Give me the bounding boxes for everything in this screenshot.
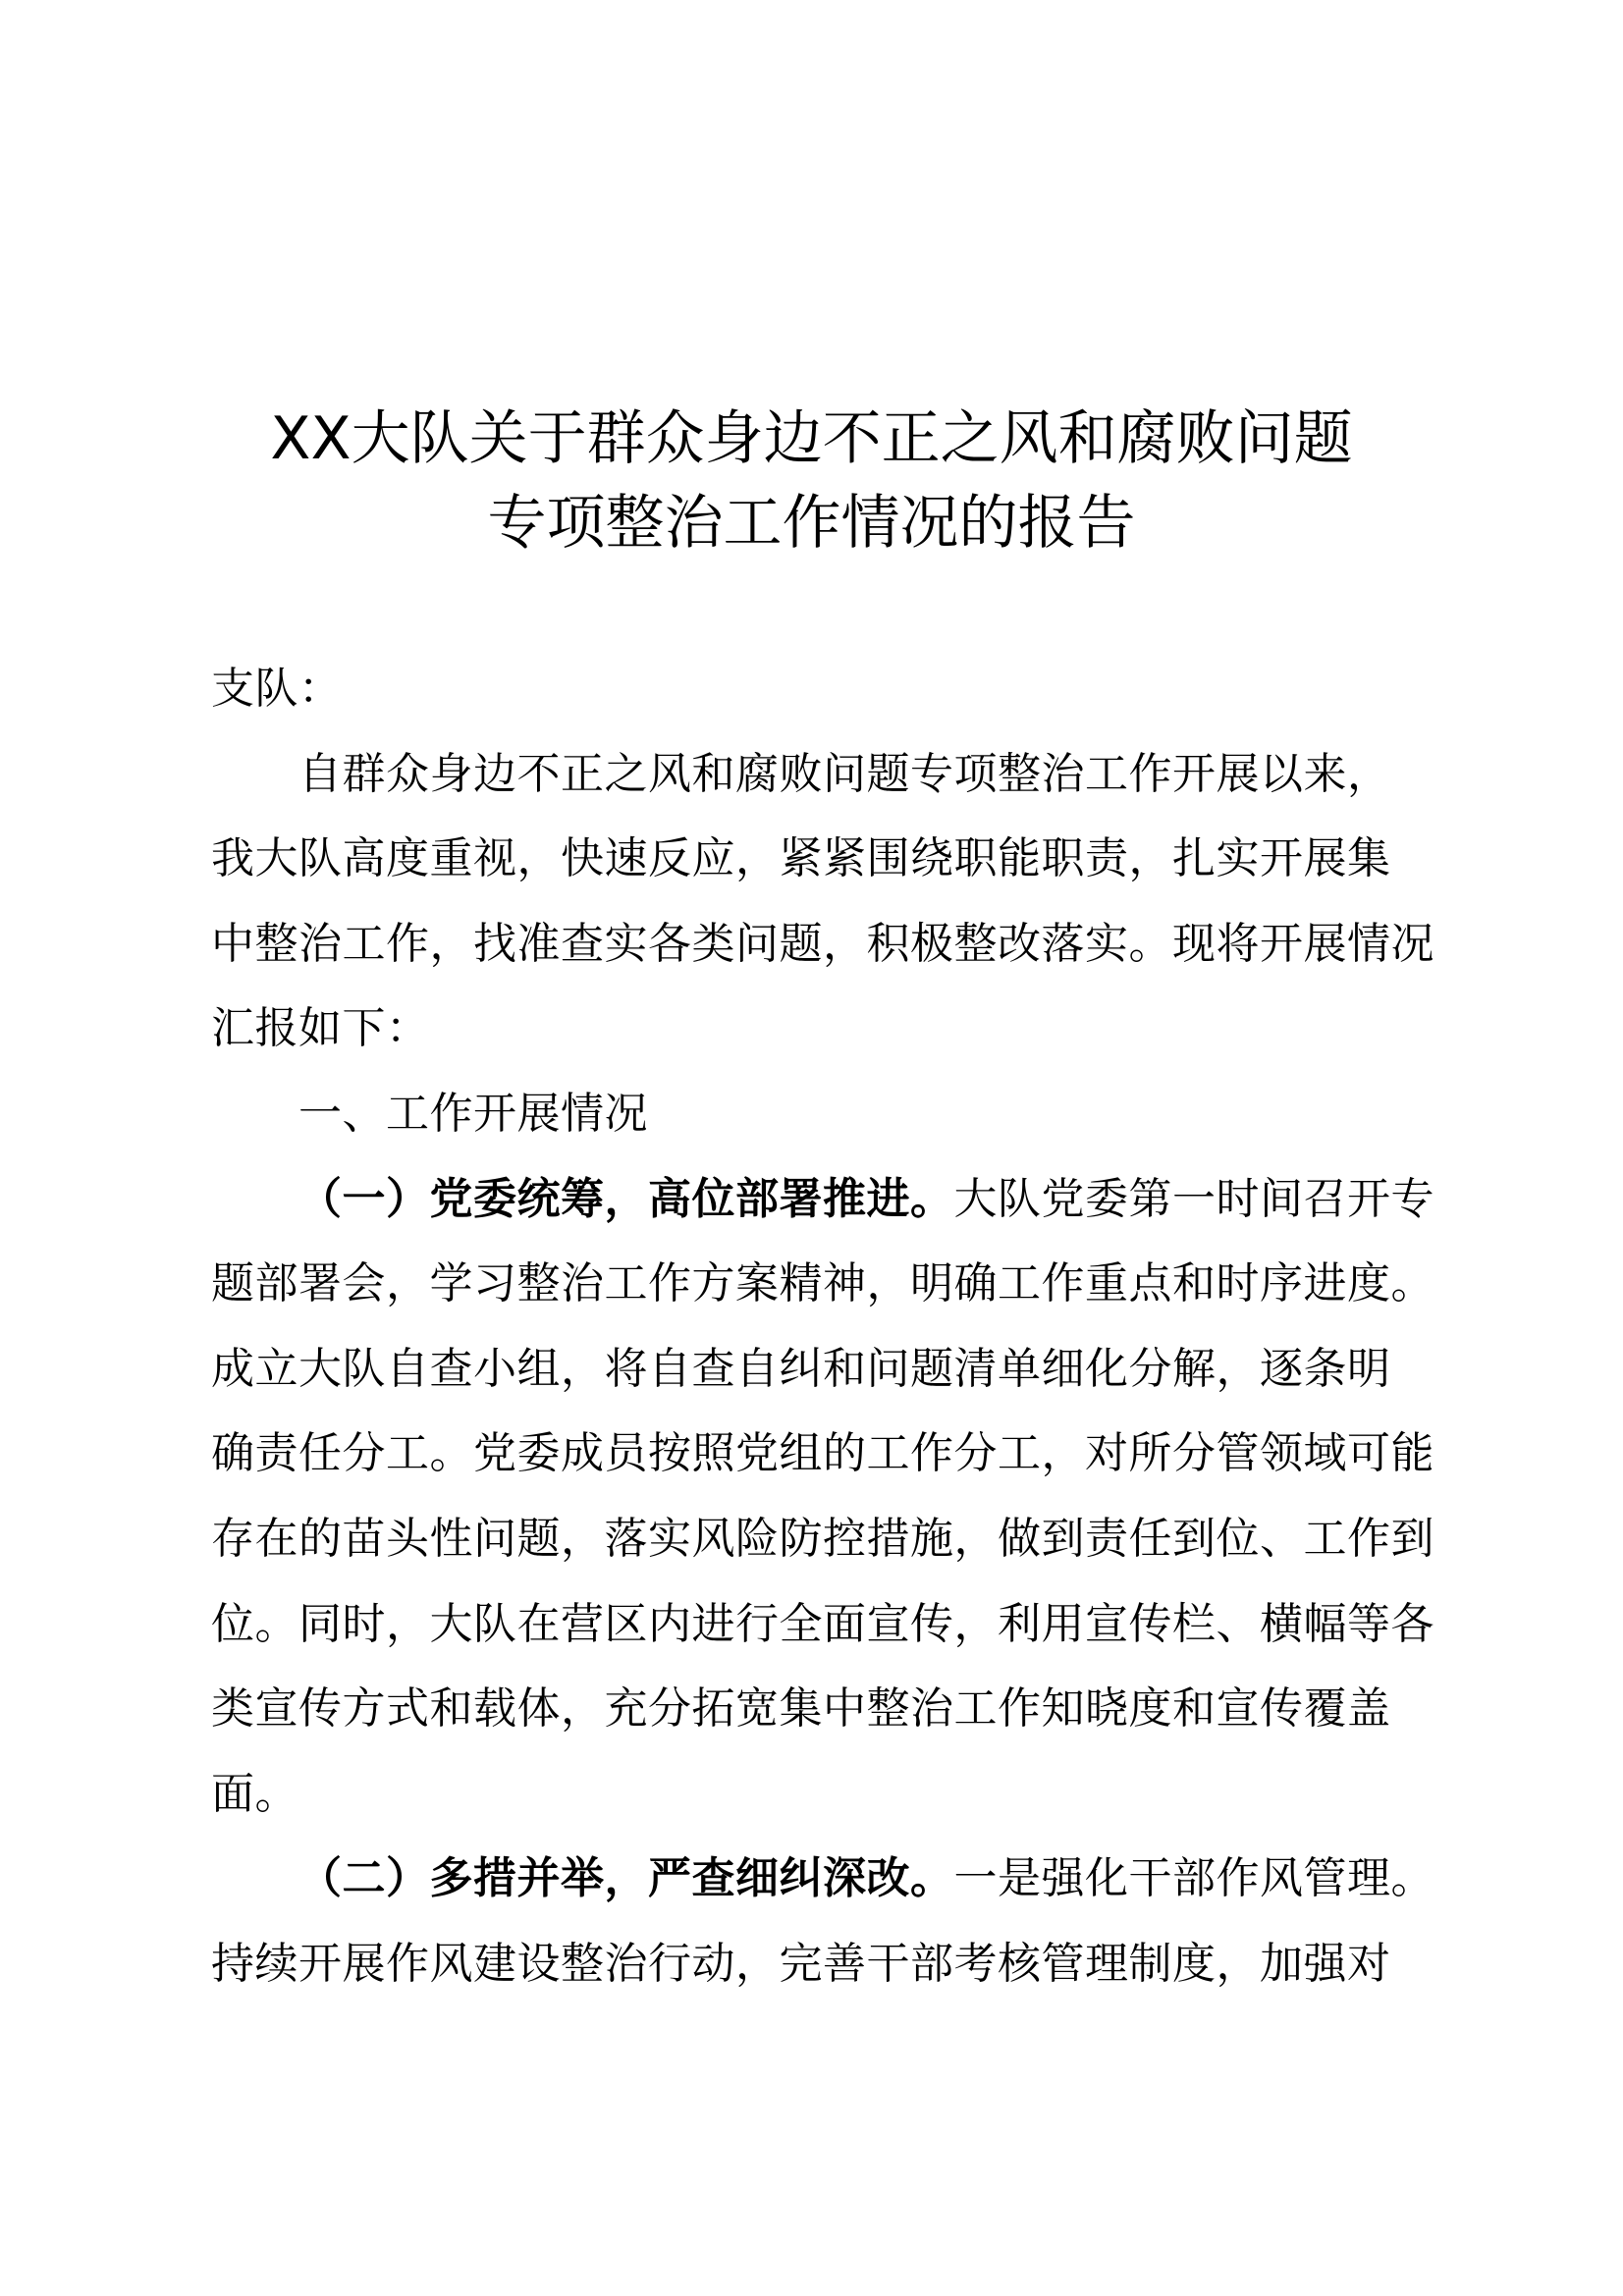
document-body xyxy=(211,647,1448,2007)
intro-line: 中整治工作，找准查实各类问题，积极整改落实。现将开展情况 xyxy=(211,918,1434,969)
paragraph-line: 成立大队自查小组，将自查自纠和问题清单细化分解，逐条明 xyxy=(211,1343,1391,1394)
intro-line: 汇报如下： xyxy=(211,1003,430,1054)
section-heading: 一、工作开展情况 xyxy=(298,1088,648,1139)
paragraph-text: 大队党委第一时间召开专 xyxy=(953,1173,1434,1224)
paragraph-line: 题部署会，学习整治工作方案精神，明确工作重点和时序进度。 xyxy=(211,1258,1434,1309)
intro-line: 自群众身边不正之风和腐败问题专项整治工作开展以来， xyxy=(298,748,1391,799)
paragraph-line: 确责任分工。党委成员按照党组的工作分工，对所分管领域可能 xyxy=(211,1428,1434,1479)
paragraph-line: 存在的苗头性问题，落实风险防控措施，做到责任到位、工作到 xyxy=(211,1513,1434,1564)
paragraph-text: 一是强化干部作风管理。 xyxy=(953,1853,1434,1904)
paragraph-line: 位。同时，大队在营区内进行全面宣传，利用宣传栏、横幅等各 xyxy=(211,1598,1434,1649)
paragraph-line: 类宣传方式和载体，充分拓宽集中整治工作知晓度和宣传覆盖 xyxy=(211,1683,1391,1735)
subsection-2-heading: （二）多措并举，严查细纠深改。 xyxy=(298,1853,954,1904)
salutation: 支队： xyxy=(211,664,343,714)
paragraph-line: 面。 xyxy=(211,1768,298,1819)
document-title-line-2: 专项整治工作情况的报告 xyxy=(487,489,1136,558)
subsection-2-first-line xyxy=(211,1837,1448,1922)
subsection-1-first-line xyxy=(211,1157,1448,1243)
subsection-1-heading: （一）党委统筹，高位部署推进。 xyxy=(298,1173,954,1224)
intro-line: 我大队高度重视，快速反应，紧紧围绕职能职责，扎实开展集 xyxy=(211,833,1391,884)
document-title-line-1: XX大队关于群众身边不正之风和腐败问题 xyxy=(270,404,1353,473)
paragraph-line: 持续开展作风建设整治行动，完善干部考核管理制度，加强对 xyxy=(211,1938,1391,1989)
